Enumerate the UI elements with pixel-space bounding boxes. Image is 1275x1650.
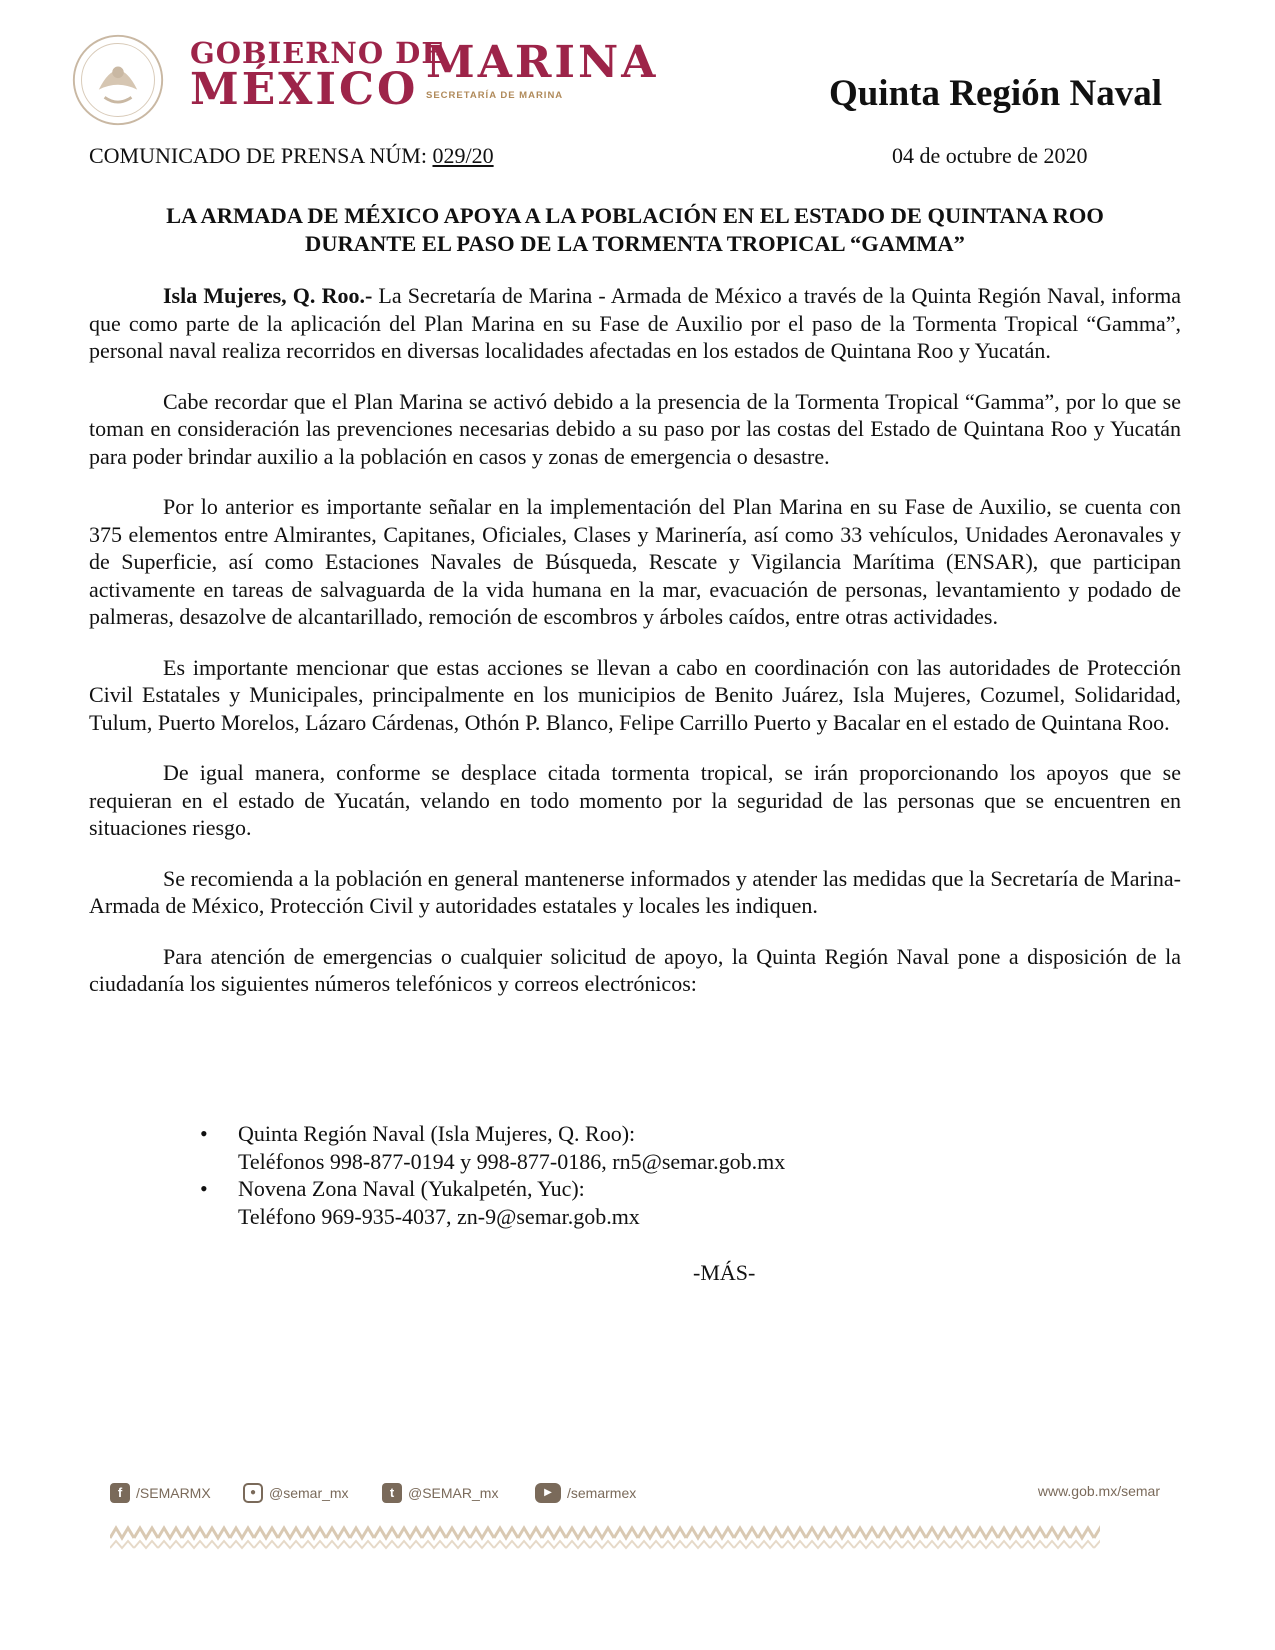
region-title: Quinta Región Naval — [828, 73, 1162, 114]
instagram-handle: @semar_mx — [269, 1485, 349, 1501]
marina-subtitle: SECRETARÍA DE MARINA — [426, 90, 564, 101]
press-release-number — [89, 143, 494, 169]
contact-name: Novena Zona Naval (Yukalpetén, Yuc): — [238, 1176, 585, 1201]
paragraph-5: De igual manera, conforme se desplace citada tormenta tropical, se irán proporcionando los apoyos que se requieran en el estado de Yucatán, velando en todo momento por la seguridad de las personas que se encuentren en situaciones riesgo. — [89, 760, 1181, 840]
national-seal-icon — [70, 32, 166, 128]
document-title — [89, 202, 1181, 258]
bullet-icon: • — [200, 1176, 208, 1201]
gobierno-de-mexico-logo — [190, 36, 445, 115]
decorative-pattern — [110, 1523, 1100, 1553]
marina-logo — [426, 38, 658, 101]
contact-name: Quinta Región Naval (Isla Mujeres, Q. Roo): — [238, 1121, 636, 1146]
twitter-icon: t — [382, 1483, 402, 1503]
footer — [110, 1483, 1160, 1507]
youtube-icon: ▶ — [535, 1483, 561, 1503]
letterhead — [70, 28, 1210, 128]
press-release-label: COMUNICADO DE PRENSA NÚM: — [89, 143, 433, 168]
facebook-icon: f — [110, 1483, 130, 1503]
contact-list — [200, 1120, 785, 1230]
logo-line-1: GOBIERNO DE — [190, 36, 445, 70]
instagram-link[interactable] — [243, 1483, 349, 1503]
twitter-handle: @SEMAR_mx — [408, 1485, 499, 1501]
paragraph-7: Para atención de emergencias o cualquier solicitud de apoyo, la Quinta Región Naval pone a disposición de la ciudadanía los siguientes números telefónicos y correos electrónicos: — [89, 943, 1181, 996]
logo-line-2: MÉXICO — [190, 64, 419, 115]
press-release-date: 04 de octubre de 2020 — [892, 143, 1088, 168]
contact-details: Teléfono 969-935-4037, zn-9@semar.gob.mx — [238, 1203, 640, 1229]
dateline: Isla Mujeres, Q. Roo.- — [163, 283, 373, 308]
website-link[interactable]: www.gob.mx/semar — [1037, 1483, 1160, 1499]
instagram-icon: ● — [243, 1483, 263, 1503]
list-item — [200, 1120, 785, 1175]
paragraph-6: Se recomienda a la población en general mantenerse informados y atender las medidas que la Secretaría de Marina-Armada de México, Protección Civil y autoridades estatales y locales les indiquen. — [89, 865, 1181, 918]
paragraph-2: Cabe recordar que el Plan Marina se activó debido a la presencia de la Tormenta Tropical “Gamma”, por lo que se toman en consideración las prevenciones necesarias debido a su paso por las costas del Estado de Quintana Roo y Yucatán para poder brindar auxilio a la población en casos y zonas de emergencia o desastre. — [89, 388, 1181, 469]
contact-details: Teléfonos 998-877-0194 y 998-877-0186, rn5@semar.gob.mx — [238, 1148, 786, 1174]
title-line-2: DURANTE EL PASO DE LA TORMENTA TROPICAL “GAMMA” — [305, 231, 965, 256]
facebook-link[interactable] — [110, 1483, 211, 1503]
youtube-handle: /semarmex — [567, 1485, 637, 1501]
paragraph-3: Por lo anterior es importante señalar en la implementación del Plan Marina en su Fase de Auxilio, se cuenta con 375 elementos entre Almirantes, Capitanes, Oficiales, Clases y Marinería, así como 33 vehículos, Unidades Aeronavales y de Superficie, así como Estaciones Navales de Búsqueda, Rescate y Vigilancia Marítima (ENSAR), que participan activamente en tareas de salvaguarda de la vida humana en la mar, evacuación de personas, levantamiento y podado de palmeras, desazolve de alcantarillado, remoción de escombros y árboles caídos, entre otras actividades. — [89, 494, 1181, 629]
continued-marker: -MÁS- — [693, 1260, 756, 1285]
document-body — [89, 282, 1181, 1021]
facebook-handle: /SEMARMX — [136, 1485, 211, 1501]
marina-title: MARINA — [426, 37, 659, 88]
title-line-1: LA ARMADA DE MÉXICO APOYA A LA POBLACIÓN EN EL ESTADO DE QUINTANA ROO — [166, 203, 1104, 228]
paragraph-1-text: La Secretaría de Marina - Armada de México a través de la Quinta Región Naval, informa que como parte de la aplicación del Plan Marina en su Fase de Auxilio por el paso de la Tormenta Tropical “Gamma”, personal naval realiza recorridos en diversas localidades afectadas en los estados de Quintana Roo y Yucatán. — [89, 283, 1181, 363]
paragraph-4: Es importante mencionar que estas acciones se llevan a cabo en coordinación con las autoridades de Protección Civil Estatales y Municipales, principalmente en los municipios de Benito Juárez, Isla Mujeres, Cozumel, Solidaridad, Tulum, Puerto Morelos, Lázaro Cárdenas, Othón P. Blanco, Felipe Carrillo Puerto y Bacalar en el estado de Quintana Roo. — [89, 654, 1181, 735]
press-release-num: 029/20 — [432, 143, 494, 168]
bullet-icon: • — [200, 1121, 208, 1146]
list-item — [200, 1175, 785, 1230]
paragraph-1 — [89, 282, 1181, 365]
twitter-link[interactable] — [382, 1483, 498, 1503]
youtube-link[interactable] — [535, 1483, 636, 1503]
